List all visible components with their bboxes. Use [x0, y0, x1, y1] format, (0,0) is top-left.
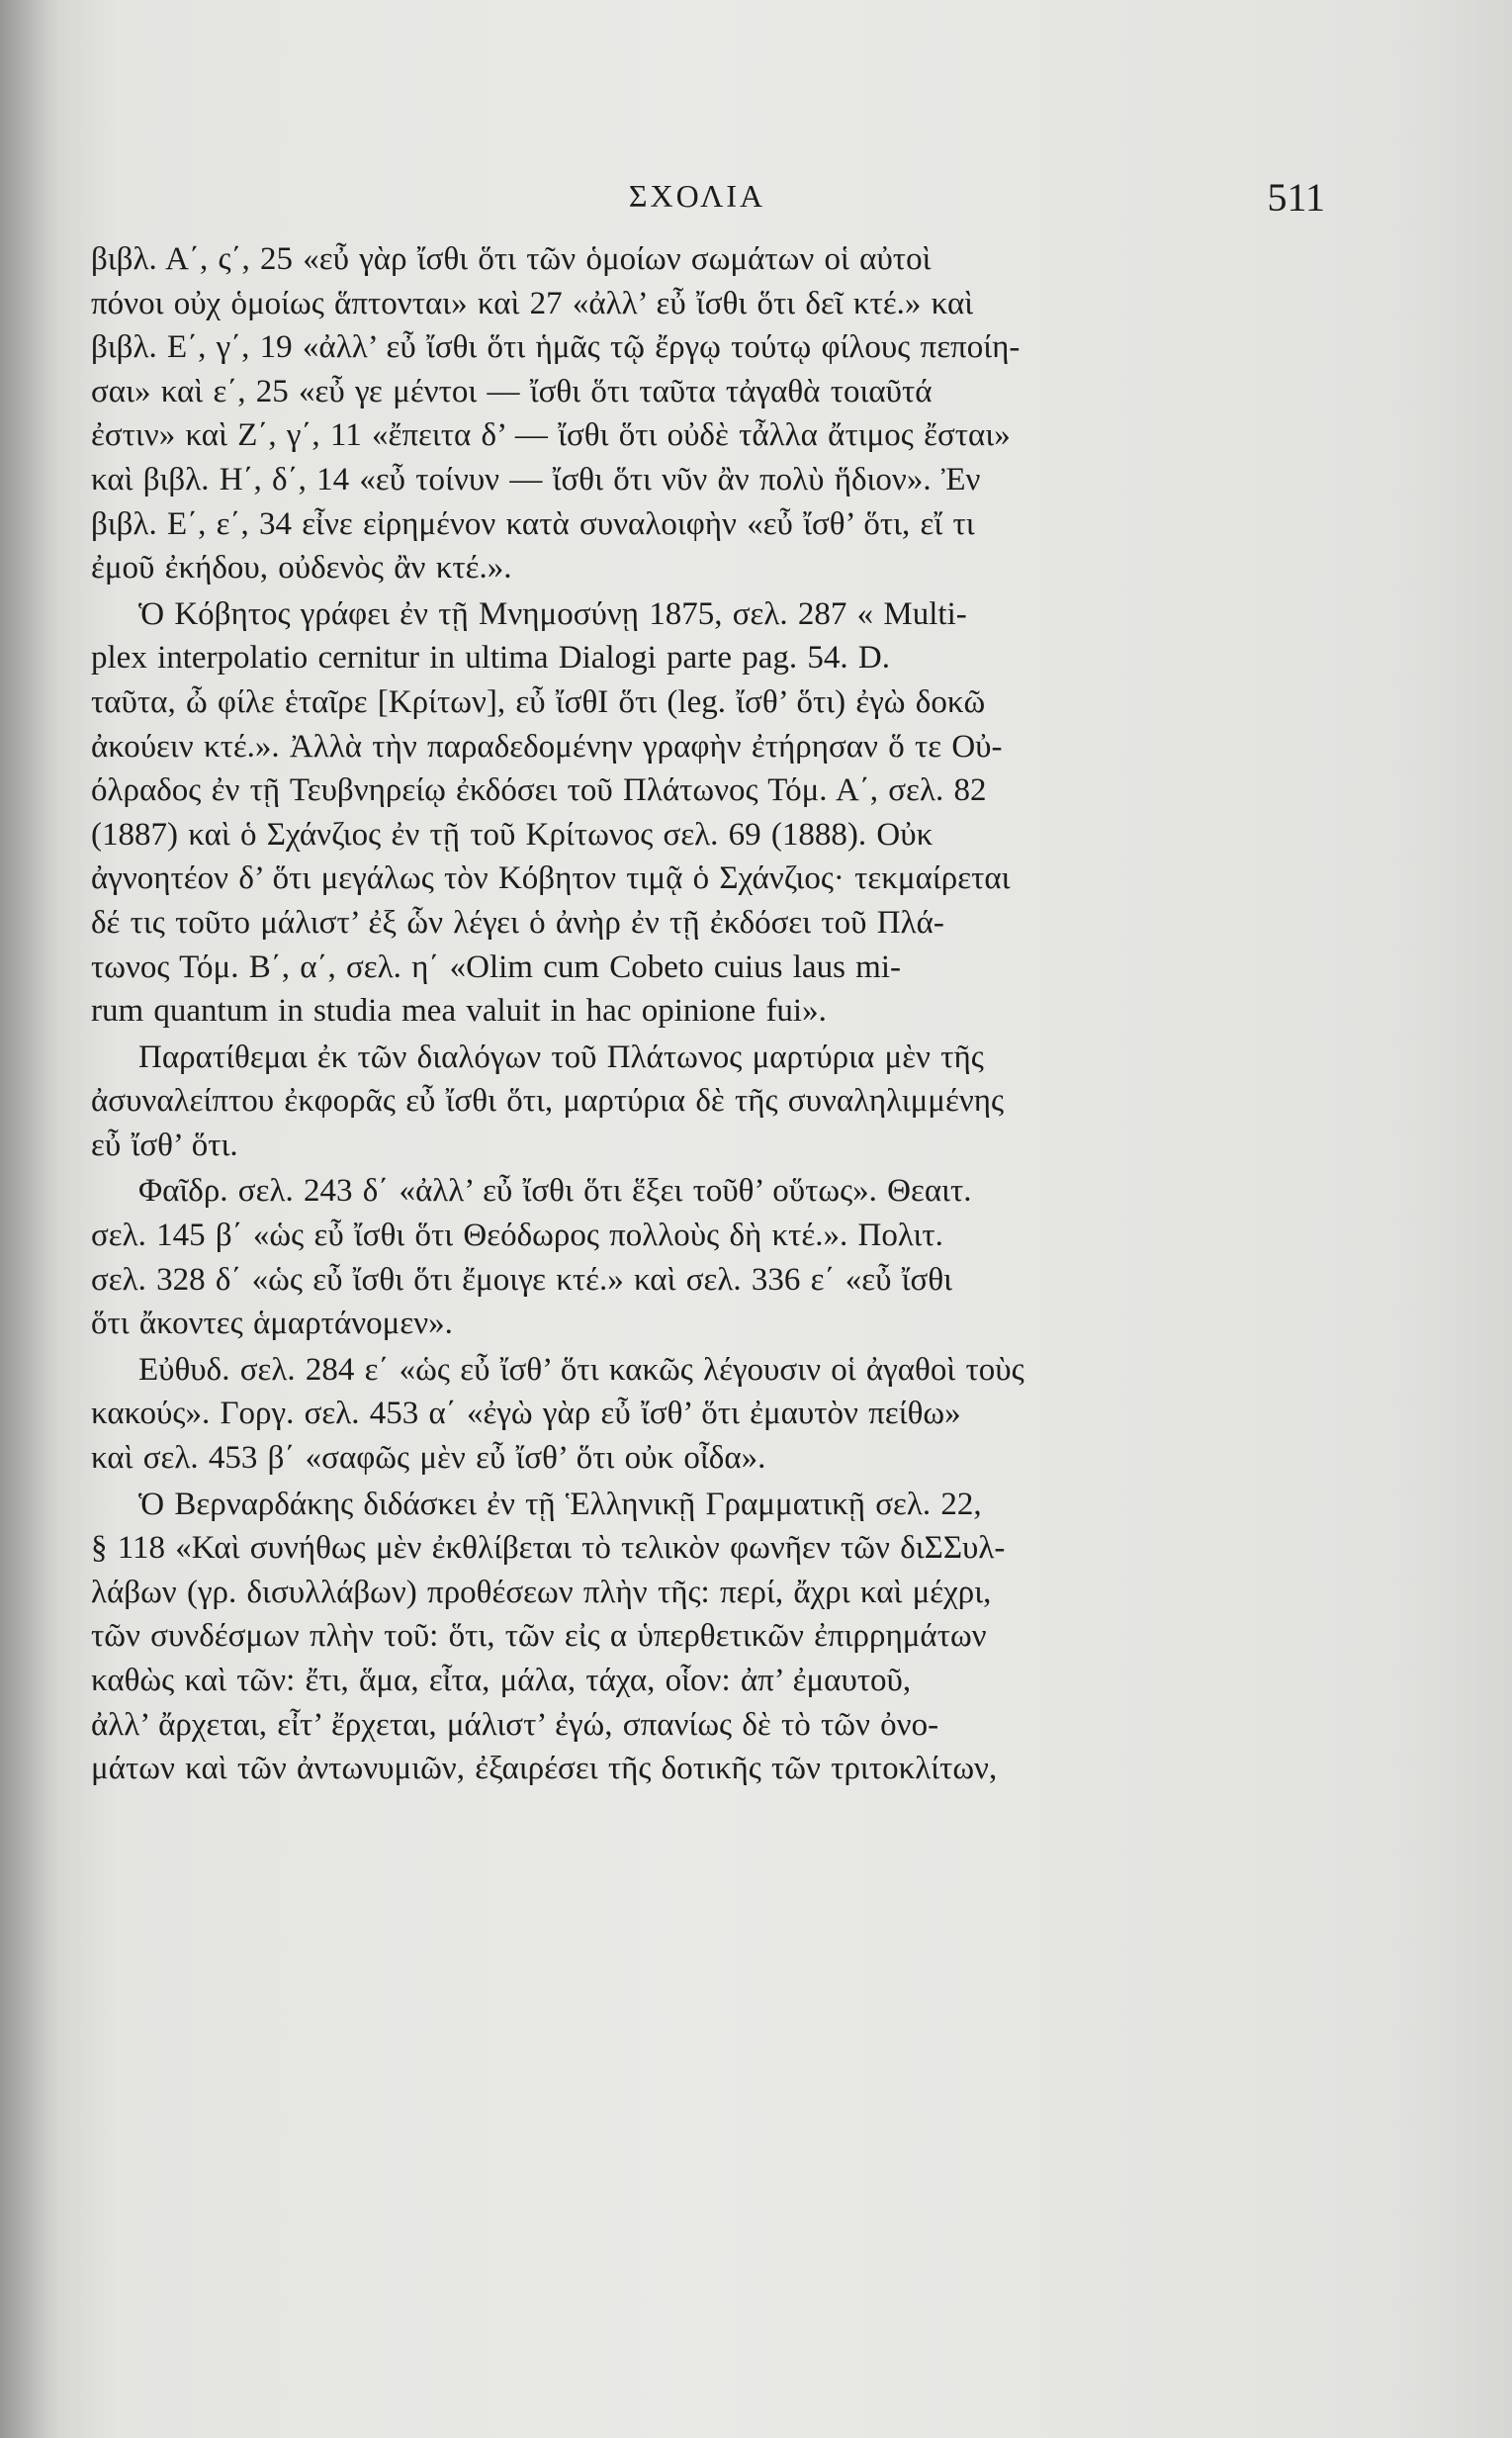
text-line: καθὼς καὶ τῶν: ἔτι, ἅμα, εἶτα, μάλα, τάχα, οἷον: ἀπ’ ἐμαυτοῦ, [91, 1663, 912, 1698]
text-line: Ὁ Κόβητος γράφει ἐν τῇ Μνημοσύνῃ 1875, σελ. 287 « Multi- [138, 595, 967, 632]
text-line: κακούς». Γοργ. σελ. 453 α΄ «ἐγὼ γὰρ εὖ ἴσθ’ ὅτι ἐμαυτὸν πείθω» [91, 1396, 961, 1432]
text-line: καὶ βιβλ. Η΄, δ΄, 14 «εὖ τοίνυν — ἴσθι ὅτι νῦν ἂν πολὺ ἥδιον». Ἐν [91, 461, 981, 497]
text-line: πόνοι οὐχ ὁμοίως ἅπτονται» καὶ 27 «ἀλλ’ εὖ ἴσθι ὅτι δεῖ κτέ.» καὶ [91, 285, 974, 321]
text-line: (1887) καὶ ὁ Σχάνζιος ἐν τῇ τοῦ Κρίτωνος σελ. 69 (1888). Οὐκ [91, 816, 934, 853]
text-line: Παρατίθεμαι ἐκ τῶν διαλόγων τοῦ Πλάτωνος μαρτύρια μὲν τῆς [138, 1038, 984, 1075]
text-line: ἀκούειν κτέ.». Ἀλλὰ τὴν παραδεδομένην γραφὴν ἐτήρησαν ὅ τε Οὐ- [91, 728, 1003, 765]
paragraph-4 [91, 1169, 1268, 1345]
text-line: βιβλ. Ε΄, γ΄, 19 «ἀλλ’ εὖ ἴσθι ὅτι ἡμᾶς τῷ ἔργῳ τούτῳ φίλους πεποίη- [91, 329, 1021, 366]
text-line: ἐμοῦ ἐκήδου, οὐδενὸς ἂν κτέ.». [91, 550, 512, 587]
text-line: τῶν συνδέσμων πλὴν τοῦ: ὅτι, τῶν εἰς α ὑπερθετικῶν ἐπιρρημάτων [91, 1618, 987, 1655]
text-line: plex interpolatio cernitur in ultima Dialogi parte pag. 54. D. [91, 640, 890, 677]
page-number: 511 [1267, 175, 1325, 220]
text-line: δέ τις τοῦτο μάλιστ’ ἐξ ὧν λέγει ὁ ἀνὴρ ἐν τῇ ἐκδόσει τοῦ Πλά- [91, 904, 944, 941]
paragraph-2 [91, 592, 1268, 1034]
text-line: σελ. 328 δ΄ «ὡς εὖ ἴσθι ὅτι ἔμοιγε κτέ.» καὶ σελ. 336 ε΄ «εὖ ἴσθι [91, 1261, 953, 1298]
text-line: ἀσυναλείπτου ἐκφορᾶς εὖ ἴσθι ὅτι, μαρτύρια δὲ τῆς συναληλιμμένης [91, 1083, 1005, 1120]
running-head [89, 175, 1325, 222]
text-line: Φαῖδρ. σελ. 243 δ΄ «ἀλλ’ εὖ ἴσθι ὅτι ἕξει τοῦθ’ οὕτως». Θεαιτ. [138, 1173, 972, 1210]
text-line: εὖ ἴσθ’ ὅτι. [91, 1127, 238, 1163]
text-line: λάβων (γρ. δισυλλάβων) προθέσεων πλὴν τῆς: περί, ἄχρι καὶ μέχρι, [91, 1574, 992, 1610]
body-text [91, 237, 1268, 1791]
text-line: ὅτι ἄκοντες ἁμαρτάνομεν». [91, 1306, 453, 1342]
text-line: όλραδος ἐν τῇ Τευβνηρείῳ ἐκδόσει τοῦ Πλάτωνος Τόμ. Α΄, σελ. 82 [91, 772, 987, 809]
text-line: rum quantum in studia mea valuit in hac opinione fui». [91, 993, 827, 1030]
paragraph-1 [91, 237, 1268, 590]
text-line: σαι» καὶ ε΄, 25 «εὖ γε μέντοι — ἴσθι ὅτι ταῦτα τἀγαθὰ τοιαῦτά [91, 373, 933, 409]
text-line: ἐστιν» καὶ Ζ΄, γ΄, 11 «ἔπειτα δ’ — ἴσθι ὅτι οὐδὲ τἆλλα ἄτιμος ἔσται» [91, 417, 1011, 454]
text-line: μάτων καὶ τῶν ἀντωνυμιῶν, ἐξαιρέσει τῆς δοτικῆς τῶν τριτοκλίτων, [91, 1751, 998, 1787]
paragraph-6 [91, 1483, 1268, 1791]
paragraph-5 [91, 1348, 1268, 1481]
binding-shadow [0, 0, 59, 2438]
text-line: Ὁ Βερναρδάκης διδάσκει ἐν τῇ Ἑλληνικῇ Γραμματικῇ σελ. 22, [138, 1486, 982, 1522]
text-line: ταῦτα, ὦ φίλε ἑταῖρε [Κρίτων], εὖ ἴσθΙ ὅτι (leg. ἴσθ’ ὅτι) ἐγὼ δοκῶ [91, 683, 986, 720]
text-line: § 118 «Καὶ συνήθως μὲν ἐκθλίβεται τὸ τελικὸν φωνῆεν τῶν διΣΣυλ- [91, 1530, 1006, 1567]
text-line: σελ. 145 β΄ «ὡς εὖ ἴσθι ὅτι Θεόδωρος πολλοὺς δὴ κτέ.». Πολιτ. [91, 1218, 943, 1254]
text-line: ἀλλ’ ἄρχεται, εἶτ’ ἔρχεται, μάλιστ’ ἐγώ, σπανίως δὲ τὸ τῶν ὀνο- [91, 1706, 939, 1743]
running-title: ΣΧΟΛΙΑ [628, 178, 766, 214]
text-line: βιβλ. Ε΄, ε΄, 34 εἶνε εἰρημένον κατὰ συναλοιφὴν «εὖ ἴσθ’ ὅτι, εἴ τι [91, 505, 975, 542]
paragraph-3 [91, 1036, 1268, 1168]
text-line: τωνος Τόμ. Β΄, α΄, σελ. η΄ «Olim cum Cobeto cuius laus mi- [91, 948, 901, 985]
text-line: καὶ σελ. 453 β΄ «σαφῶς μὲν εὖ ἴσθ’ ὅτι οὐκ οἶδα». [91, 1440, 766, 1477]
text-line: ἀγνοητέον δ’ ὅτι μεγάλως τὸν Κόβητον τιμᾷ ὁ Σχάνζιος· τεκμαίρεται [91, 860, 1011, 897]
text-line: Εὐθυδ. σελ. 284 ε΄ «ὡς εὖ ἴσθ’ ὅτι κακῶς λέγουσιν οἱ ἀγαθοὶ τοὺς [138, 1351, 1024, 1388]
text-line: βιβλ. Α΄, ς΄, 25 «εὖ γὰρ ἴσθι ὅτι τῶν ὁμοίων σωμάτων οἱ αὐτοὶ [91, 241, 932, 277]
